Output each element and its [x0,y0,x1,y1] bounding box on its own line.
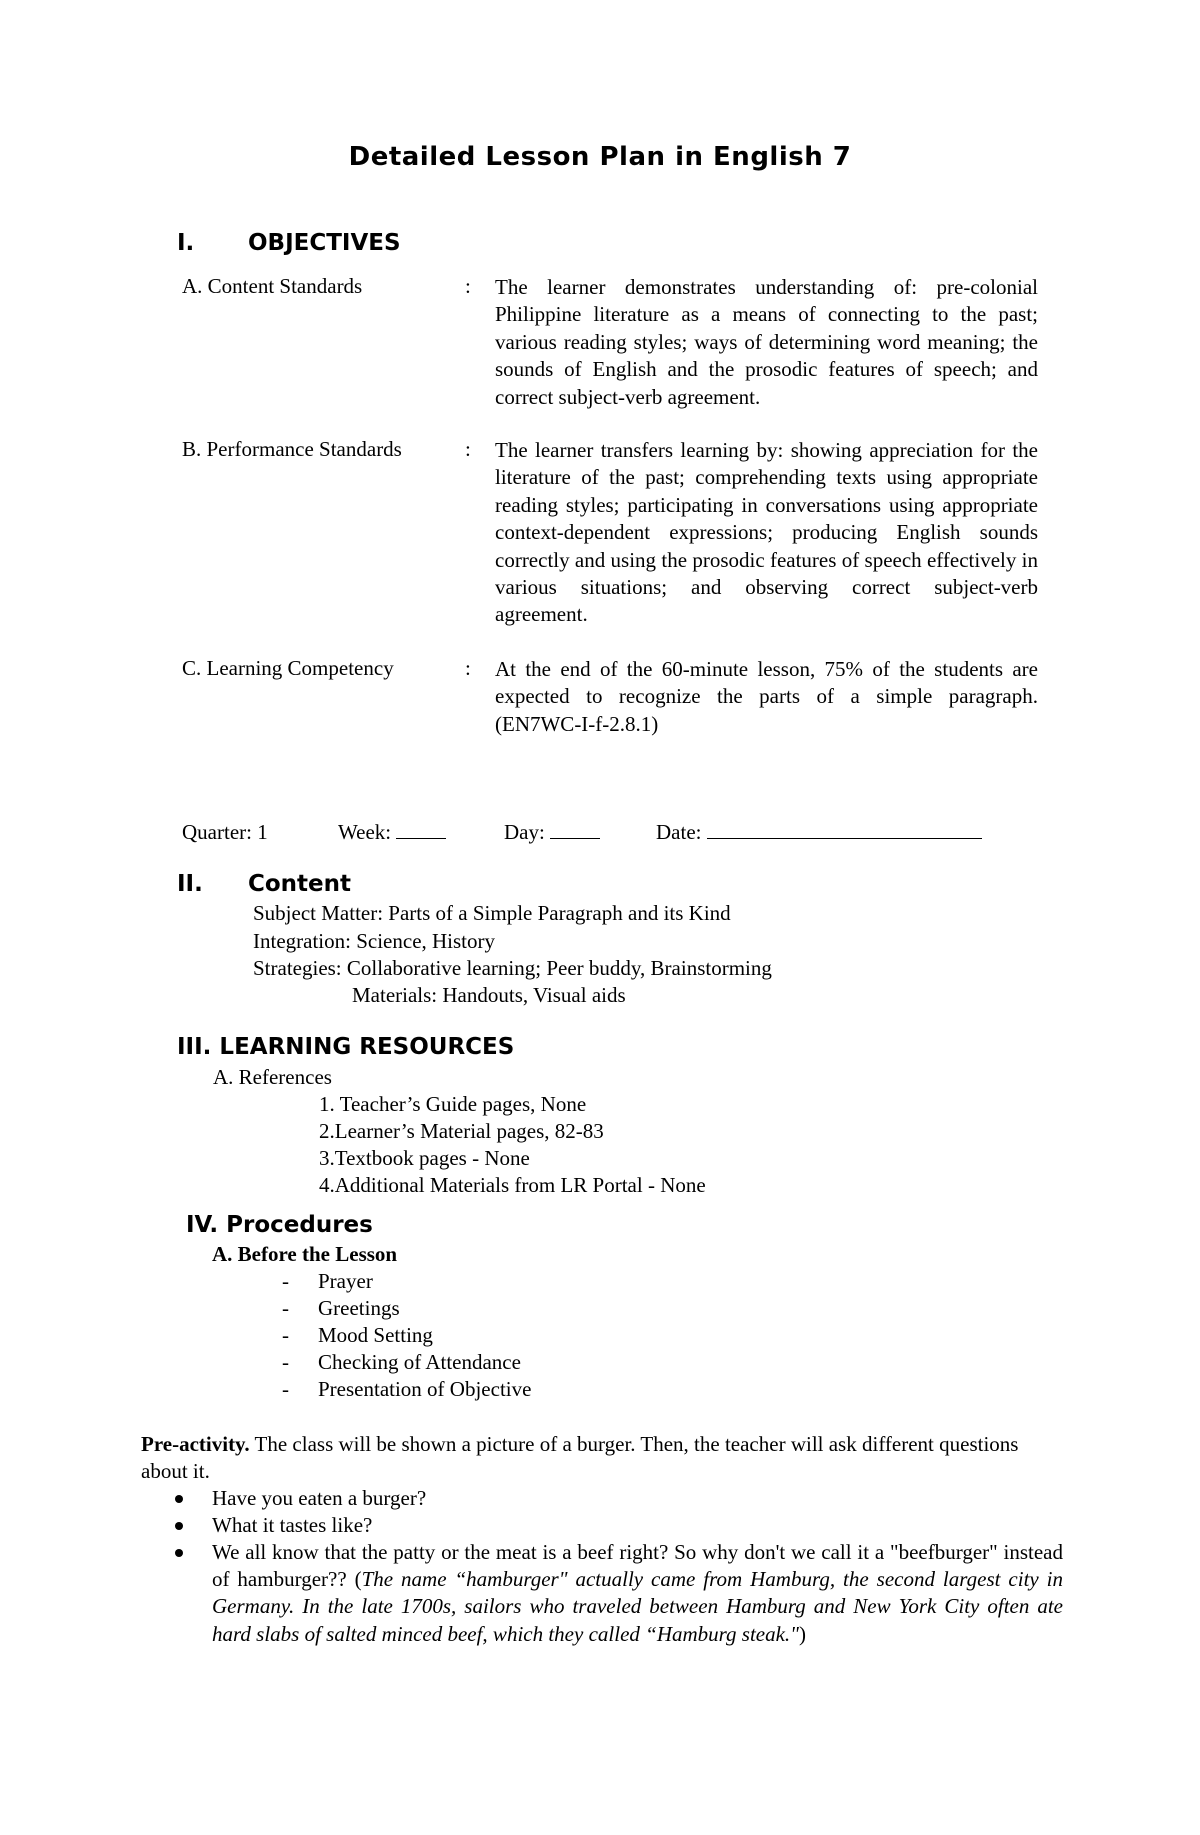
date-label: Date: [656,820,702,844]
week-blank [396,820,446,839]
procedure-dash-item: - Presentation of Objective [282,1377,532,1401]
bullet-icon [175,1495,183,1503]
resource-item: 3.Textbook pages - None [319,1146,530,1170]
content-standards-label: A. Content Standards [182,274,363,298]
procedure-dash-item: - Greetings [282,1296,400,1320]
learning-competency-label: C. Learning Competency [182,656,394,680]
list-item: What it tastes like? [175,1512,1055,1539]
bullet-icon [175,1549,183,1557]
resource-item: 1. Teacher’s Guide pages, None [319,1092,587,1116]
performance-standards-colon: : [465,437,471,461]
learning-competency-text: At the end of the 60-minute lesson, 75% of the students are expected to recognize the parts of a simple paragraph. (EN7WC-I-f-2.8.1) [495,657,1038,736]
objectives-heading: OBJECTIVES [248,230,401,256]
subject-matter: Subject Matter: Parts of a Simple Paragraph and its Kind [253,901,731,925]
procedure-dash-item: - Checking of Attendance [282,1350,521,1374]
burger-question: We all know that the patty or the meat is a beef right? So why don't we call it a "beefburger" instead of hamburger?? ( [212,1540,1063,1592]
day-label: Day: [504,820,545,844]
content-numeral: II. [177,871,203,897]
objectives-numeral: I. [177,230,195,256]
list-item: Have you eaten a burger? [175,1485,1055,1512]
performance-standards-label: B. Performance Standards [182,437,402,461]
resource-item: 2.Learner’s Material pages, 82-83 [319,1119,604,1143]
burger-question-paragraph [212,1539,1063,1648]
week-field [338,819,446,846]
burger-close: ) [799,1621,807,1646]
before-lesson-subheading: A. Before the Lesson [212,1242,398,1266]
procedures-heading: IV. Procedures [186,1212,373,1238]
pre-activity-paragraph [141,1431,1041,1485]
content-standards-text: The learner demonstrates understanding of: pre-colonial Philippine literature as a means of connecting to the past; various reading styles; ways of determining word meaning; the sounds of English and the prosodic features of speech; and correct subject-verb agreement. [495,275,1038,409]
pre-activity-label: Pre-activity. [141,1432,250,1456]
day-blank [550,820,600,839]
day-field [504,819,600,846]
resource-item: 4.Additional Materials from LR Portal - None [319,1173,706,1197]
strategies: Strategies: Collaborative learning; Peer buddy, Brainstorming [253,956,772,980]
materials: Materials: Handouts, Visual aids [352,983,626,1007]
date-field [656,819,982,846]
burger-fact: The name “hamburger" actually came from Hamburg, the second largest city in Germany. In the late 1700s, sailors who traveled between Hamburg and New York City often ate hard slabs of salted minced beef, which they called “Hamburg steak." [212,1567,1063,1646]
week-label: Week: [338,820,392,844]
integration: Integration: Science, History [253,929,496,953]
content-heading: Content [248,871,352,897]
bullet-icon [175,1522,183,1530]
list-item [175,1539,1070,1679]
performance-standards-text: The learner transfers learning by: showing appreciation for the literature of the past; comprehending texts using appropriate reading styles; participating in conversations using appropriate context-dependent expressions; producing English sounds correctly and using the prosodic features of speech effectively in various situations; and observing correct subject-verb agreement. [495,438,1038,627]
pre-activity-text: The class will be shown a picture of a burger. Then, the teacher will ask different questions about it. [141,1432,1019,1484]
learning-resources-heading: III. LEARNING RESOURCES [177,1034,515,1060]
quarter-label: Quarter: 1 [182,820,268,844]
procedure-dash-item: - Prayer [282,1269,373,1293]
content-standards-colon: : [465,274,471,298]
procedure-dash-item: - Mood Setting [282,1323,433,1347]
document-title: Detailed Lesson Plan in English 7 [348,142,852,172]
learning-competency-colon: : [465,656,471,680]
references-label: A. References [213,1065,332,1089]
date-blank [707,820,982,839]
